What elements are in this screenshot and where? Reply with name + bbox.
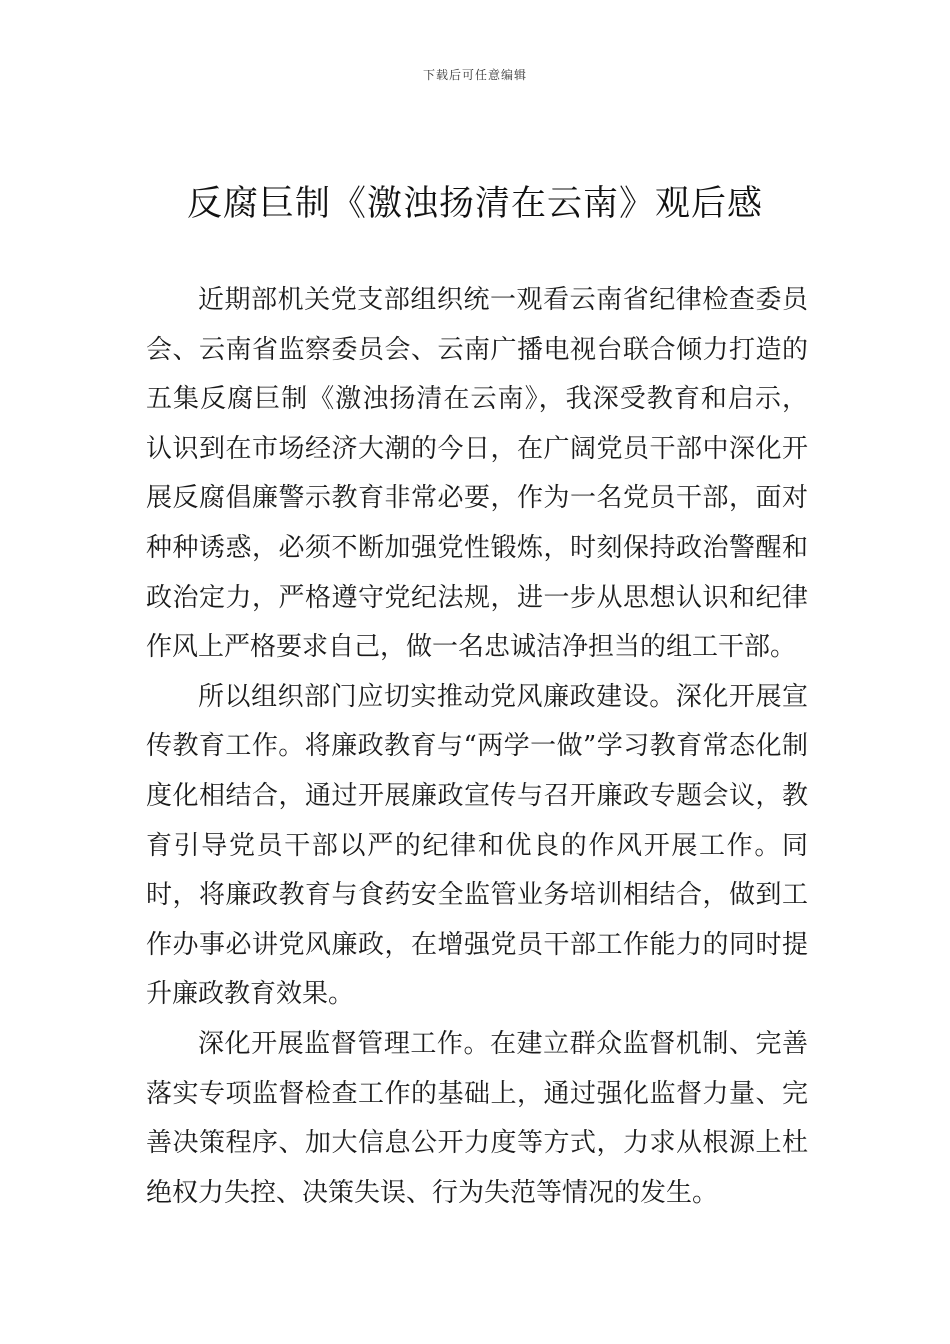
document-body (146, 276, 808, 1218)
header-note: 下载后可任意编辑 (422, 68, 527, 82)
paragraph-3: 深化开展监督管理工作。在建立群众监督机制、完善落实专项监督检查工作的基础上，通过强化监督力量、完善决策程序、加大信息公开力度等方式，力求从根源上杜绝权力失控、决策失误、行为失范等情况的发生。 (146, 1028, 808, 1208)
paragraph-2: 所以组织部门应切实推动党风廉政建设。深化开展宣传教育工作。将廉政教育与“两学一做”学习教育常态化制度化相结合，通过开展廉政宣传与召开廉政专题会议，教育引导党员干部以严的纪律和优良的作风开展工作。同时，将廉政教育与食药安全监管业务培训相结合，做到工作办事必讲党风廉政，在增强党员干部工作能力的同时提升廉政教育效果。 (146, 681, 808, 1010)
paragraph-1: 近期部机关党支部组织统一观看云南省纪律检查委员会、云南省监察委员会、云南广播电视台联合倾力打造的五集反腐巨制《激浊扬清在云南》，我深受教育和启示，认识到在市场经济大潮的今日，在广阔党员干部中深化开展反腐倡廉警示教育非常必要，作为一名党员干部，面对种种诱惑，必须不断加强党性锻炼，时刻保持政治警醒和政治定力，严格遵守党纪法规，进一步从思想认识和纪律作风上严格要求自己，做一名忠诚洁净担当的组工干部。 (146, 285, 808, 663)
page-title: 反腐巨制《激浊扬清在云南》观后感 (186, 184, 763, 224)
